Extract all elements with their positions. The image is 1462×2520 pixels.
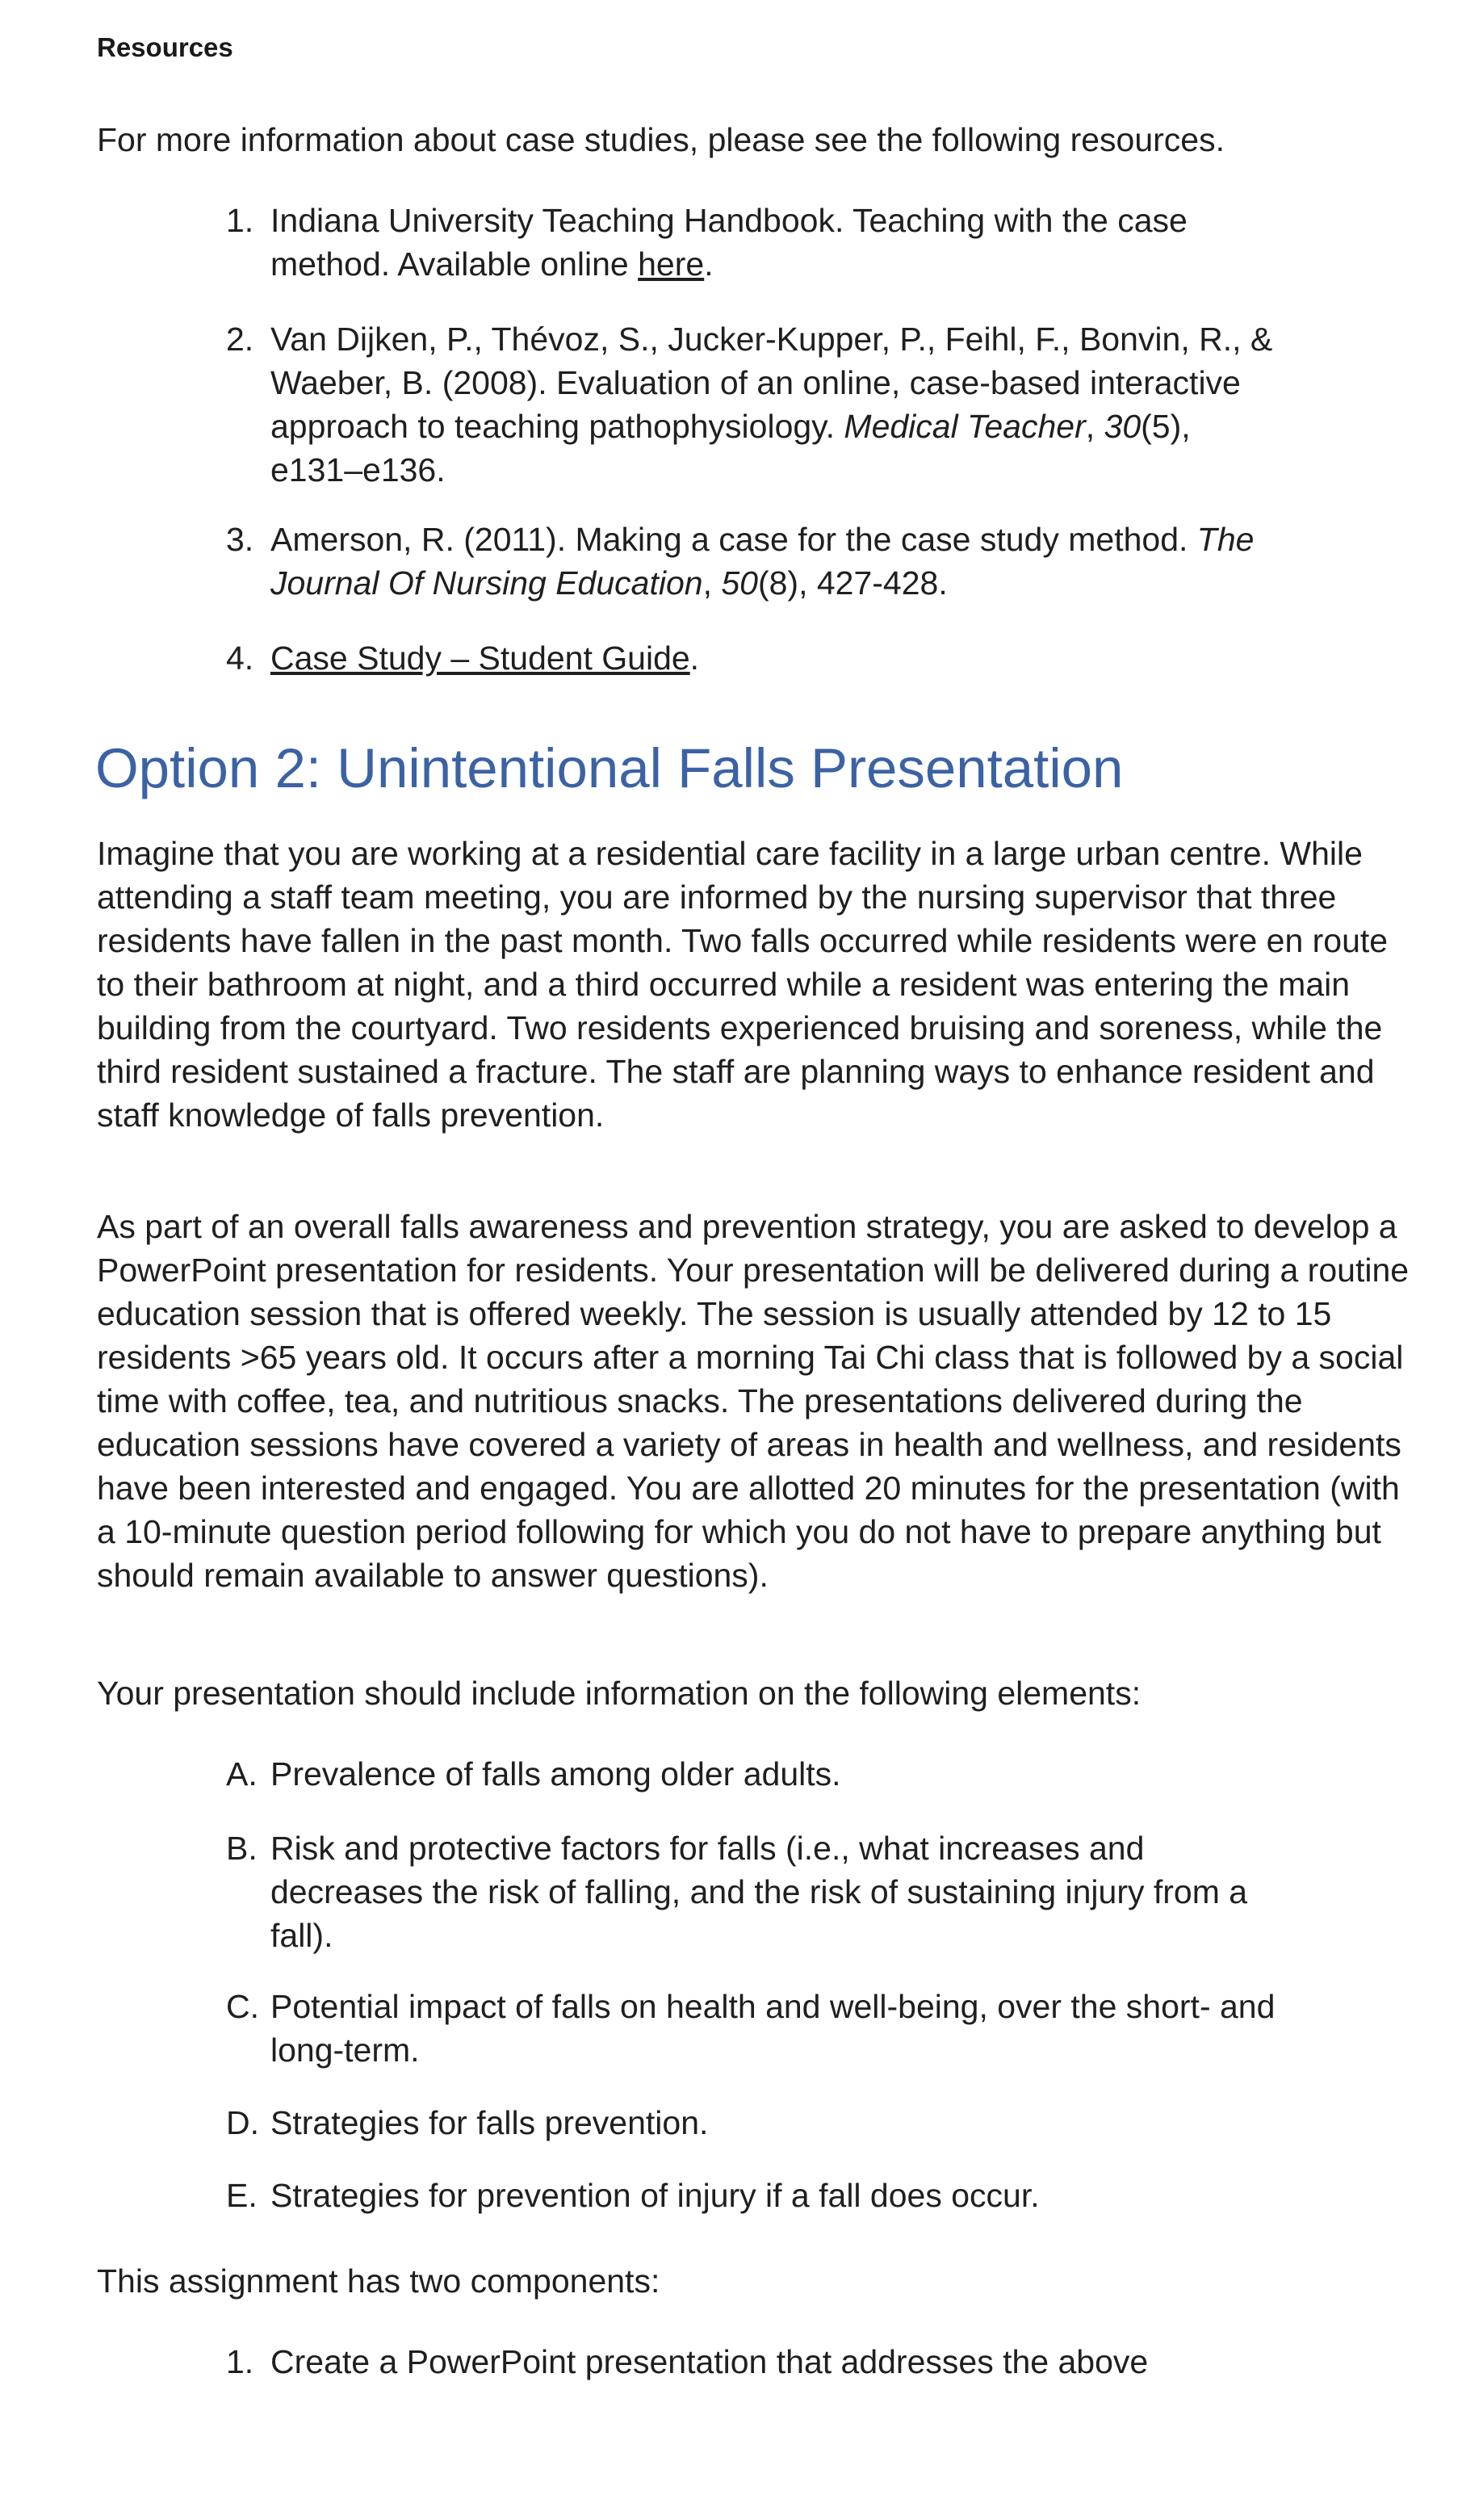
resource-item-text: Amerson, R. (2011). Making a case for the case study method. The Journal Of Nursing Education, 50(8), 427-428.	[270, 521, 1255, 602]
element-item-letter: D.	[226, 2104, 259, 2141]
component-item-text: Create a PowerPoint presentation that addresses the above	[270, 2343, 1149, 2380]
element-item	[226, 1826, 1292, 1957]
resources-intro: For more information about case studies, please see the following resources.	[97, 121, 1225, 158]
case-study-student-guide-link[interactable]: Case Study – Student Guide	[270, 639, 690, 677]
here-link[interactable]: here	[638, 245, 705, 283]
element-item-letter: A.	[226, 1755, 258, 1793]
element-item	[226, 2174, 1292, 2217]
option2-paragraph-1: Imagine that you are working at a residential care facility in a large urban centre. While attending a staff team meeting, you are informed by the nursing supervisor that three residents have fallen in the past month. Two falls occurred while residents were en route to their bathroom at night, and a third occurred while a resident was entering the main building from the courtyard. Two residents experienced bruising and soreness, while the third resident sustained a fracture. The staff are planning ways to enhance resident and staff knowledge of falls prevention.	[97, 835, 1389, 1134]
element-item-letter: B.	[226, 1830, 258, 1867]
elements-intro: Your presentation should include information on the following elements:	[97, 1675, 1142, 1712]
element-item-text: Strategies for prevention of injury if a fall does occur.	[270, 2177, 1040, 2214]
element-item	[226, 2101, 1292, 2145]
resource-item-number: 3.	[226, 521, 254, 558]
element-item-text: Risk and protective factors for falls (i.e., what increases and decreases the risk of falling, and the risk of sustaining injury from a fall).	[270, 1830, 1248, 1954]
element-item-letter: E.	[226, 2177, 258, 2214]
components-intro: This assignment has two components:	[97, 2262, 660, 2300]
element-item-letter: C.	[226, 1988, 259, 2025]
element-item-text: Potential impact of falls on health and well-being, over the short- and long-term.	[270, 1988, 1276, 2069]
resource-item	[226, 636, 1292, 680]
resource-item	[226, 317, 1292, 492]
resource-item-number: 1.	[226, 202, 254, 239]
element-item-text: Strategies for falls prevention.	[270, 2104, 709, 2141]
element-item-text: Prevalence of falls among older adults.	[270, 1755, 841, 1793]
resource-item-number: 2.	[226, 321, 254, 358]
resource-item-text: Indiana University Teaching Handbook. Teaching with the case method. Available online here.	[270, 202, 1188, 283]
element-item	[226, 1752, 1292, 1796]
resource-item	[226, 518, 1292, 605]
component-item-number: 1.	[226, 2343, 254, 2380]
resources-label: Resources	[97, 32, 233, 62]
resource-item	[226, 199, 1292, 286]
option2-paragraph-2: As part of an overall falls awareness and prevention strategy, you are asked to develop a PowerPoint presentation for residents. Your presentation will be delivered during a routine education session that is offered weekly. The session is usually attended by 12 to 15 residents >65 years old. It occurs after a morning Tai Chi class that is followed by a social time with coffee, tea, and nutritious snacks. The presentations delivered during the education sessions have covered a variety of areas in health and wellness, and residents have been interested and engaged. You are allotted 20 minutes for the presentation (with a 10-minute question period following for which you do not have to prepare anything but should remain available to answer questions).	[97, 1208, 1410, 1594]
option2-heading: Option 2: Unintentional Falls Presentation	[95, 737, 1124, 799]
component-item	[226, 2340, 1292, 2384]
element-item	[226, 1985, 1292, 2072]
resource-item-number: 4.	[226, 639, 254, 677]
resource-item-text: Van Dijken, P., Thévoz, S., Jucker-Kupper, P., Feihl, F., Bonvin, R., & Waeber, B. (2008). Evaluation of an online, case-based interactive approach to teaching pathophysiology. Medical Teacher, 30(5), e131–e136.	[270, 321, 1273, 488]
resource-item-text: Case Study – Student Guide.	[270, 639, 700, 677]
